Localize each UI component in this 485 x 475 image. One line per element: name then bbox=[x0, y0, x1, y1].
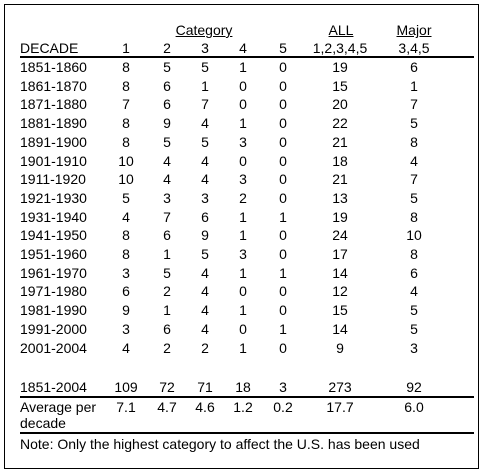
row-all-cell: 19 bbox=[332, 59, 348, 75]
row-all-cell: 22 bbox=[332, 115, 348, 132]
row-c5-cell: 0 bbox=[279, 283, 287, 300]
row-all-cell: 14 bbox=[332, 264, 348, 281]
category-4-header: 4 bbox=[239, 40, 247, 56]
row-c3-cell: 4 bbox=[201, 264, 209, 281]
average-cat3: 4.6 bbox=[195, 399, 215, 415]
row-decade-cell: 1981-1990 bbox=[20, 302, 87, 319]
row-c3-cell: 2 bbox=[201, 339, 209, 356]
row-c1-cell: 10 bbox=[118, 171, 134, 188]
average-rule bbox=[20, 432, 474, 434]
row-c5-cell: 0 bbox=[279, 152, 287, 169]
row-c3-cell: 7 bbox=[201, 96, 209, 113]
row-c2-cell: 4 bbox=[163, 152, 171, 169]
row-decade-cell: 1971-1980 bbox=[20, 283, 87, 300]
row-c2-cell: 6 bbox=[163, 77, 171, 94]
row-decade-cell: 1941-1950 bbox=[20, 227, 87, 244]
row-decade-cell: 1921-1930 bbox=[20, 189, 87, 206]
header-rule bbox=[20, 56, 474, 58]
row-all-cell: 21 bbox=[332, 133, 348, 150]
row-decade-cell: 1911-1920 bbox=[20, 171, 86, 188]
row-c1-cell: 10 bbox=[118, 152, 134, 169]
row-decade-cell: 2001-2004 bbox=[20, 339, 87, 356]
row-decade-cell: 1891-1900 bbox=[20, 133, 87, 150]
row-c3-cell: 4 bbox=[201, 115, 209, 132]
row-decade-cell: 1871-1880 bbox=[20, 96, 87, 113]
total-cat4: 18 bbox=[235, 379, 251, 395]
row-c5-cell: 0 bbox=[279, 246, 287, 262]
total-cat3: 71 bbox=[197, 379, 213, 395]
average-cat4: 1.2 bbox=[233, 399, 253, 415]
row-c2-cell: 4 bbox=[163, 171, 171, 188]
row-c4-cell: 0 bbox=[239, 77, 247, 94]
row-c4-cell: 3 bbox=[239, 171, 247, 188]
total-cat2: 72 bbox=[159, 379, 175, 395]
average-label-line1: Average per bbox=[20, 399, 97, 415]
row-c5-cell: 0 bbox=[279, 227, 287, 244]
row-decade-cell: 1951-1960 bbox=[20, 246, 87, 262]
row-c5-cell: 0 bbox=[279, 339, 287, 356]
row-c2-cell: 1 bbox=[163, 302, 171, 319]
major-subheader: 3,4,5 bbox=[398, 40, 430, 56]
row-major-cell: 3 bbox=[410, 339, 418, 356]
row-c2-cell: 6 bbox=[163, 227, 171, 244]
row-c3-cell: 4 bbox=[201, 283, 209, 300]
row-all-cell: 21 bbox=[332, 171, 348, 188]
row-c2-cell: 1 bbox=[163, 246, 171, 262]
average-all: 17.7 bbox=[326, 399, 354, 415]
row-c2-cell: 5 bbox=[163, 59, 171, 75]
row-all-cell: 14 bbox=[332, 320, 348, 337]
row-all-cell: 18 bbox=[332, 152, 348, 169]
row-decade-cell: 1961-1970 bbox=[20, 264, 87, 281]
row-c3-cell: 5 bbox=[201, 59, 209, 75]
row-c3-cell: 4 bbox=[201, 171, 209, 188]
row-c4-cell: 1 bbox=[239, 264, 247, 281]
row-decade-cell: 1881-1890 bbox=[20, 115, 87, 132]
average-cat1: 7.1 bbox=[116, 399, 136, 415]
row-decade-cell: 1861-1870 bbox=[20, 77, 87, 94]
row-c2-cell: 3 bbox=[163, 189, 171, 206]
row-c1-cell: 8 bbox=[122, 246, 130, 262]
row-c5-cell: 0 bbox=[279, 115, 287, 132]
row-c2-cell: 7 bbox=[163, 208, 171, 225]
row-decade-cell: 1851-1860 bbox=[20, 59, 87, 75]
row-c1-cell: 8 bbox=[122, 59, 130, 75]
row-major-cell: 7 bbox=[410, 171, 418, 188]
row-c5-cell: 0 bbox=[279, 133, 287, 150]
row-major-cell: 6 bbox=[410, 59, 418, 75]
row-c1-cell: 3 bbox=[122, 320, 130, 337]
row-major-cell: 6 bbox=[410, 264, 418, 281]
row-decade-cell: 1931-1940 bbox=[20, 208, 87, 225]
category-header: Category bbox=[175, 22, 233, 38]
row-major-cell: 5 bbox=[410, 320, 418, 337]
row-c5-cell: 0 bbox=[279, 302, 287, 319]
row-c4-cell: 3 bbox=[239, 246, 247, 262]
row-all-cell: 9 bbox=[336, 339, 344, 356]
row-c5-cell: 0 bbox=[279, 189, 287, 206]
row-c1-cell: 8 bbox=[122, 77, 130, 94]
major-header: Major bbox=[396, 22, 432, 38]
category-1-header: 1 bbox=[122, 40, 130, 56]
row-c5-cell: 1 bbox=[279, 264, 287, 281]
row-c5-cell: 0 bbox=[279, 171, 287, 188]
row-c3-cell: 1 bbox=[201, 77, 209, 94]
row-c3-cell: 3 bbox=[201, 189, 209, 206]
row-c5-cell: 1 bbox=[279, 208, 287, 225]
row-c1-cell: 6 bbox=[122, 283, 130, 300]
row-c1-cell: 4 bbox=[122, 339, 130, 356]
average-major: 6.0 bbox=[404, 399, 424, 415]
row-c2-cell: 6 bbox=[163, 320, 171, 337]
row-c4-cell: 0 bbox=[239, 96, 247, 113]
total-all: 273 bbox=[328, 379, 352, 395]
row-major-cell: 4 bbox=[410, 283, 418, 300]
row-major-cell: 4 bbox=[410, 152, 418, 169]
row-c4-cell: 1 bbox=[239, 115, 247, 132]
row-c3-cell: 5 bbox=[201, 246, 209, 262]
row-c3-cell: 4 bbox=[201, 320, 209, 337]
category-2-header: 2 bbox=[163, 40, 171, 56]
row-c3-cell: 9 bbox=[201, 227, 209, 244]
row-c2-cell: 9 bbox=[163, 115, 171, 132]
row-decade-cell: 1991-2000 bbox=[20, 320, 87, 337]
row-major-cell: 8 bbox=[410, 208, 418, 225]
row-all-cell: 15 bbox=[332, 77, 348, 94]
row-c1-cell: 5 bbox=[122, 189, 130, 206]
row-c1-cell: 9 bbox=[122, 302, 130, 319]
row-all-cell: 20 bbox=[332, 96, 348, 113]
row-major-cell: 5 bbox=[410, 115, 418, 132]
row-all-cell: 19 bbox=[332, 208, 348, 225]
row-c4-cell: 1 bbox=[239, 339, 247, 356]
row-c4-cell: 1 bbox=[239, 59, 247, 75]
row-c1-cell: 3 bbox=[122, 264, 130, 281]
all-subheader: 1,2,3,4,5 bbox=[312, 40, 368, 56]
row-c3-cell: 4 bbox=[201, 302, 209, 319]
total-rule bbox=[20, 396, 474, 398]
row-c3-cell: 5 bbox=[201, 133, 209, 150]
row-major-cell: 8 bbox=[410, 133, 418, 150]
total-cat1: 109 bbox=[114, 379, 138, 395]
row-c2-cell: 5 bbox=[163, 133, 171, 150]
row-c4-cell: 0 bbox=[239, 152, 247, 169]
category-3-header: 3 bbox=[201, 40, 209, 56]
row-c1-cell: 8 bbox=[122, 227, 130, 244]
row-c5-cell: 0 bbox=[279, 96, 287, 113]
row-all-cell: 24 bbox=[332, 227, 348, 244]
row-decade-cell: 1901-1910 bbox=[20, 152, 87, 169]
row-c5-cell: 1 bbox=[279, 320, 287, 337]
row-c2-cell: 2 bbox=[163, 339, 171, 356]
row-c4-cell: 1 bbox=[239, 208, 247, 225]
row-c2-cell: 5 bbox=[163, 264, 171, 281]
row-major-cell: 5 bbox=[410, 189, 418, 206]
average-cat5: 0.2 bbox=[273, 399, 293, 415]
row-all-cell: 15 bbox=[332, 302, 348, 319]
row-c2-cell: 6 bbox=[163, 96, 171, 113]
row-c3-cell: 4 bbox=[201, 152, 209, 169]
row-c2-cell: 2 bbox=[163, 283, 171, 300]
row-major-cell: 10 bbox=[406, 227, 422, 244]
row-major-cell: 1 bbox=[410, 77, 418, 94]
row-c1-cell: 8 bbox=[122, 133, 130, 150]
row-c4-cell: 0 bbox=[239, 283, 247, 300]
row-c5-cell: 0 bbox=[279, 59, 287, 75]
all-header: ALL bbox=[328, 22, 354, 38]
row-all-cell: 17 bbox=[332, 246, 348, 262]
total-decade: 1851-2004 bbox=[20, 379, 87, 395]
row-c5-cell: 0 bbox=[279, 77, 287, 94]
row-c4-cell: 1 bbox=[239, 302, 247, 319]
decade-header: DECADE bbox=[20, 40, 79, 56]
row-c1-cell: 4 bbox=[122, 208, 130, 225]
total-major: 92 bbox=[406, 379, 422, 395]
row-c1-cell: 8 bbox=[122, 115, 130, 132]
row-all-cell: 12 bbox=[332, 283, 348, 300]
row-c1-cell: 7 bbox=[122, 96, 130, 113]
row-major-cell: 7 bbox=[410, 96, 418, 113]
average-label-line2: decade bbox=[20, 415, 66, 431]
footnote: Note: Only the highest category to affect the U.S. has been used bbox=[20, 436, 420, 452]
total-cat5: 3 bbox=[279, 379, 287, 395]
row-c4-cell: 3 bbox=[239, 133, 247, 150]
average-cat2: 4.7 bbox=[157, 399, 177, 415]
row-major-cell: 5 bbox=[410, 302, 418, 319]
row-c4-cell: 0 bbox=[239, 320, 247, 337]
row-c3-cell: 6 bbox=[201, 208, 209, 225]
category-5-header: 5 bbox=[279, 40, 287, 56]
row-c4-cell: 2 bbox=[239, 189, 247, 206]
row-major-cell: 8 bbox=[410, 246, 418, 262]
row-all-cell: 13 bbox=[332, 189, 348, 206]
row-c4-cell: 1 bbox=[239, 227, 247, 244]
